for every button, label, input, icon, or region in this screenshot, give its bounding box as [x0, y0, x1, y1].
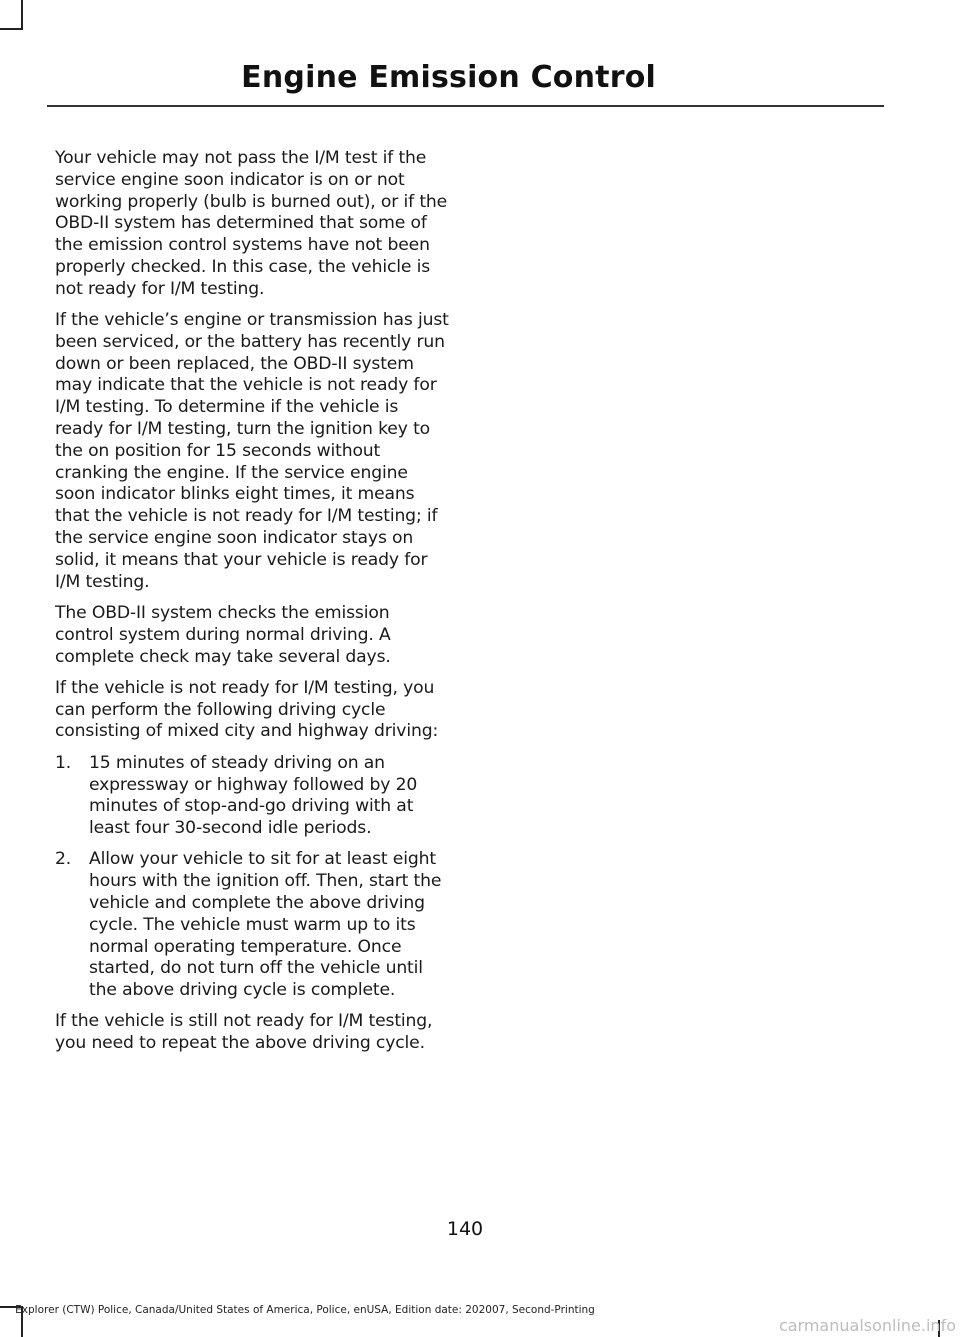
- page-title: Engine Emission Control: [241, 60, 656, 95]
- body-column: [55, 148, 450, 1065]
- list-item: [55, 753, 450, 840]
- list-item-text: 15 minutes of steady driving on an expressway or highway followed by 20 minutes of stop-and-go driving with at least four 30-second idle periods.: [89, 752, 418, 839]
- driving-cycle-list: [55, 753, 450, 1002]
- crop-mark-top-left-vertical: [21, 0, 23, 28]
- header-divider: [47, 105, 884, 107]
- watermark-text: carmanualsonline.info: [778, 1316, 956, 1335]
- paragraph-driving-cycle-intro: If the vehicle is not ready for I/M testing, you can perform the following driving cycle consisting of mixed city and highway driving:: [55, 677, 439, 742]
- paragraph-im-test-fail: Your vehicle may not pass the I/M test if the service engine soon indicator is on or not working properly (bulb is burned out), or if the OBD-II system has determined that some of the emission control systems have not been properly checked. In this case, the vehicle is not ready for I/M testing.: [55, 148, 448, 299]
- crop-mark-top-left-horizontal: [0, 28, 23, 30]
- footer-edition-text: Explorer (CTW) Police, Canada/United States of America, Police, enUSA, Edition date: 202007, Second-Printing: [15, 1304, 595, 1316]
- paragraph-obd-checks: The OBD-II system checks the emission control system during normal driving. A complete check may take several days.: [55, 602, 391, 667]
- page-number: 140: [446, 1218, 484, 1240]
- list-item-text: Allow your vehicle to sit for at least eight hours with the ignition off. Then, start the vehicle and complete the above driving cycle. The vehicle must warm up to its normal operating temperature. Once started, do not turn off the vehicle until the above driving cycle is complete.: [89, 849, 442, 1001]
- list-item-number: 2.: [55, 849, 72, 870]
- paragraph-repeat-cycle: If the vehicle is still not ready for I/M testing, you need to repeat the above driving cycle.: [55, 1011, 433, 1054]
- list-item-number: 1.: [55, 752, 72, 773]
- list-item: [55, 849, 450, 1002]
- paragraph-readiness-check: If the vehicle’s engine or transmission has just been serviced, or the battery has recently run down or been replaced, the OBD-II system may indicate that the vehicle is not ready for I/M testing. To determine if the vehicle is ready for I/M testing, turn the ignition key to the on position for 15 seconds without cranking the engine. If the service engine soon indicator blinks eight times, it means that the vehicle is not ready for I/M testing; if the service engine soon indicator stays on solid, it means that your vehicle is ready for I/M testing.: [55, 310, 449, 592]
